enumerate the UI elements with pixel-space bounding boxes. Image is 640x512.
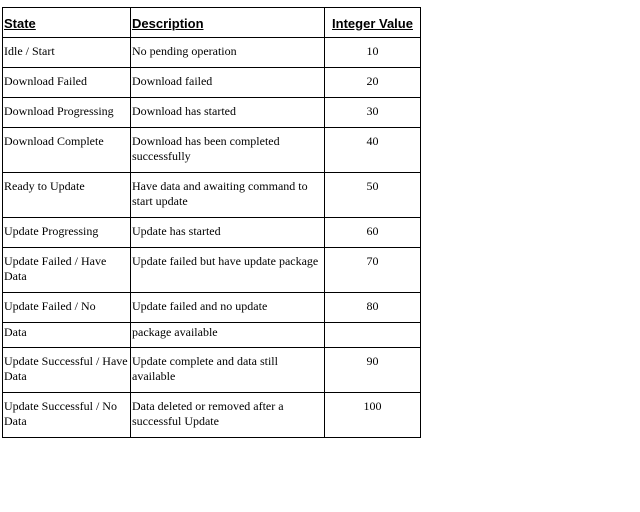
description-cell [131, 173, 325, 218]
state-cell [3, 293, 131, 323]
description-text: Update failed and no update [132, 299, 268, 313]
value-text: 50 [366, 179, 379, 193]
state-text: Update Progressing [4, 224, 99, 238]
description-text: Download has been completed successfully [132, 134, 280, 163]
table-row [3, 38, 421, 68]
description-cell [131, 248, 325, 293]
description-cell [131, 348, 325, 393]
state-cell [3, 323, 131, 348]
value-cell [325, 173, 421, 218]
value-text [326, 323, 419, 325]
state-text: Download Failed [4, 74, 87, 88]
table-row [3, 98, 421, 128]
description-text: No pending operation [132, 44, 237, 58]
description-cell [131, 128, 325, 173]
state-text: Download Progressing [4, 104, 114, 118]
value-cell [325, 98, 421, 128]
table-row [3, 323, 421, 348]
value-text: 60 [366, 224, 379, 238]
state-text: Data [4, 325, 27, 339]
value-text: 90 [366, 354, 379, 368]
description-text: Update has started [132, 224, 221, 238]
state-cell [3, 68, 131, 98]
state-cell [3, 393, 131, 438]
state-text: Update Failed / No [4, 299, 96, 313]
state-cell [3, 128, 131, 173]
description-cell [131, 98, 325, 128]
description-text: Download has started [132, 104, 236, 118]
state-cell [3, 173, 131, 218]
value-cell [325, 248, 421, 293]
value-cell [325, 393, 421, 438]
description-text: Update complete and data still available [132, 354, 278, 383]
state-cell [3, 38, 131, 68]
state-text: Download Complete [4, 134, 104, 148]
value-text: 20 [366, 74, 379, 88]
description-text: Download failed [132, 74, 213, 88]
value-cell [325, 128, 421, 173]
description-cell [131, 293, 325, 323]
table-row [3, 218, 421, 248]
state-value-table [2, 7, 421, 438]
integer-value-column-header: Integer Value [325, 8, 421, 38]
description-cell [131, 323, 325, 348]
state-text: Update Failed / Have Data [4, 254, 107, 283]
value-text: 40 [366, 134, 379, 148]
description-text: package available [132, 325, 218, 339]
state-cell [3, 98, 131, 128]
description-cell [131, 38, 325, 68]
table-row [3, 293, 421, 323]
value-text: 100 [363, 399, 382, 413]
description-column-header: Description [131, 8, 325, 38]
table-row [3, 173, 421, 218]
value-text: 10 [366, 44, 379, 58]
state-column-header: State [3, 8, 131, 38]
value-cell [325, 218, 421, 248]
table-row [3, 68, 421, 98]
table-row [3, 248, 421, 293]
state-cell [3, 218, 131, 248]
description-cell [131, 393, 325, 438]
value-cell [325, 293, 421, 323]
table-row [3, 393, 421, 438]
table-header-row [3, 8, 421, 38]
value-cell [325, 68, 421, 98]
table-row [3, 128, 421, 173]
value-cell [325, 348, 421, 393]
value-cell [325, 38, 421, 68]
state-cell [3, 248, 131, 293]
table-row [3, 348, 421, 393]
state-text: Update Successful / No Data [4, 399, 117, 428]
description-text: Have data and awaiting command to start update [132, 179, 308, 208]
value-text: 80 [366, 299, 379, 313]
value-text: 30 [366, 104, 379, 118]
state-cell [3, 348, 131, 393]
state-text: Ready to Update [4, 179, 85, 193]
state-text: Update Successful / Have Data [4, 354, 128, 383]
description-text: Data deleted or removed after a successful Update [132, 399, 284, 428]
value-cell [325, 323, 421, 348]
description-text: Update failed but have update package [132, 254, 319, 268]
value-text: 70 [366, 254, 379, 268]
description-cell [131, 218, 325, 248]
state-text: Idle / Start [4, 44, 55, 58]
description-cell [131, 68, 325, 98]
